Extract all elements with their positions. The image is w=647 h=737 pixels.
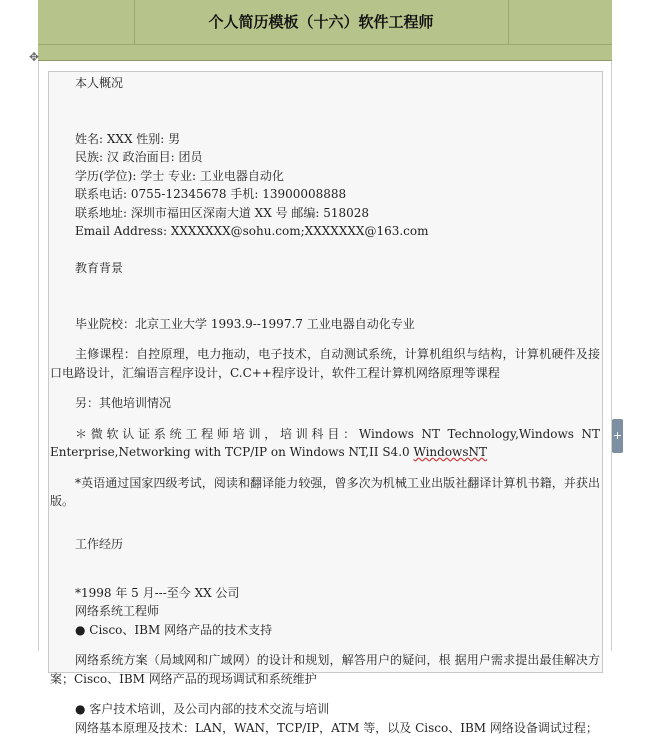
overview-line: 联系地址: 深圳市福田区深南大道 XX 号 邮编: 518028	[50, 204, 600, 223]
overview-line: 学历(学位): 学士 专业: 工业电器自动化	[50, 167, 600, 186]
education-school: 毕业院校：北京工业大学 1993.9--1997.7 工业电器自动化专业	[50, 315, 600, 334]
section-title-overview: 本人概况	[50, 74, 600, 93]
section-title-work: 工作经历	[50, 535, 600, 554]
work-basics: 网络基本原理及技术：LAN，WAN，TCP/IP，ATM 等，以及 Cisco、IBM 网络设备调试过程；	[50, 719, 600, 737]
work-bullet: ● 客户技术培训，及公司内部的技术交流与培训	[50, 700, 600, 719]
spelling-error-mark: WindowsNT	[413, 445, 487, 459]
overview-line: 联系电话: 0755-12345678 手机: 13900008888	[50, 185, 600, 204]
work-plan: 网络系统方案（局域网和广域网）的设计和规划，解答用户的疑问，根 据用户需求提出最佳解决方案；Cisco、IBM 网络产品的现场调试和系统维护	[50, 651, 600, 688]
document-title: 个人简历模板（十六）软件工程师	[134, 0, 508, 44]
header-row-bottom	[38, 45, 612, 60]
education-other-title: 另：其他培训情况	[50, 394, 600, 413]
plus-icon[interactable]: +	[612, 419, 623, 453]
overview-line: 姓名: XXX 性别: 男	[50, 130, 600, 149]
page-edge-right	[611, 0, 612, 651]
education-ms-training	[50, 425, 600, 462]
education-english: *英语通过国家四级考试，阅读和翻译能力较强，曾多次为机械工业出版社翻译计算机书籍，并获出版。	[50, 474, 600, 511]
overview-line: Email Address: XXXXXXX@sohu.com;XXXXXXX@163.com	[50, 222, 600, 241]
header-cell-left	[38, 0, 135, 44]
work-position: 网络系统工程师	[50, 602, 600, 621]
ms-training-text: ＊微软认证系统工程师培训，培训科目：Windows NT Technology,Windows NT Enterprise,Networking with TCP/IP on Windows NT,II S4.0	[50, 427, 600, 460]
move-icon[interactable]: ✥	[27, 50, 41, 64]
header-table	[38, 0, 612, 61]
page-edge-left	[38, 0, 39, 651]
overview-line: 民族: 汉 政治面目: 团员	[50, 148, 600, 167]
education-courses: 主修课程：自控原理，电力拖动，电子技术，自动测试系统，计算机组织与结构，计算机硬件及接口电路设计，汇编语言程序设计，C.C++程序设计，软件工程计算机网络原理等课程	[50, 345, 600, 382]
work-bullet: ● Cisco、IBM 网络产品的技术支持	[50, 621, 600, 640]
section-title-education: 教育背景	[50, 259, 600, 278]
work-period: *1998 年 5 月---至今 XX 公司	[50, 584, 600, 603]
resume-body[interactable]	[50, 74, 600, 737]
